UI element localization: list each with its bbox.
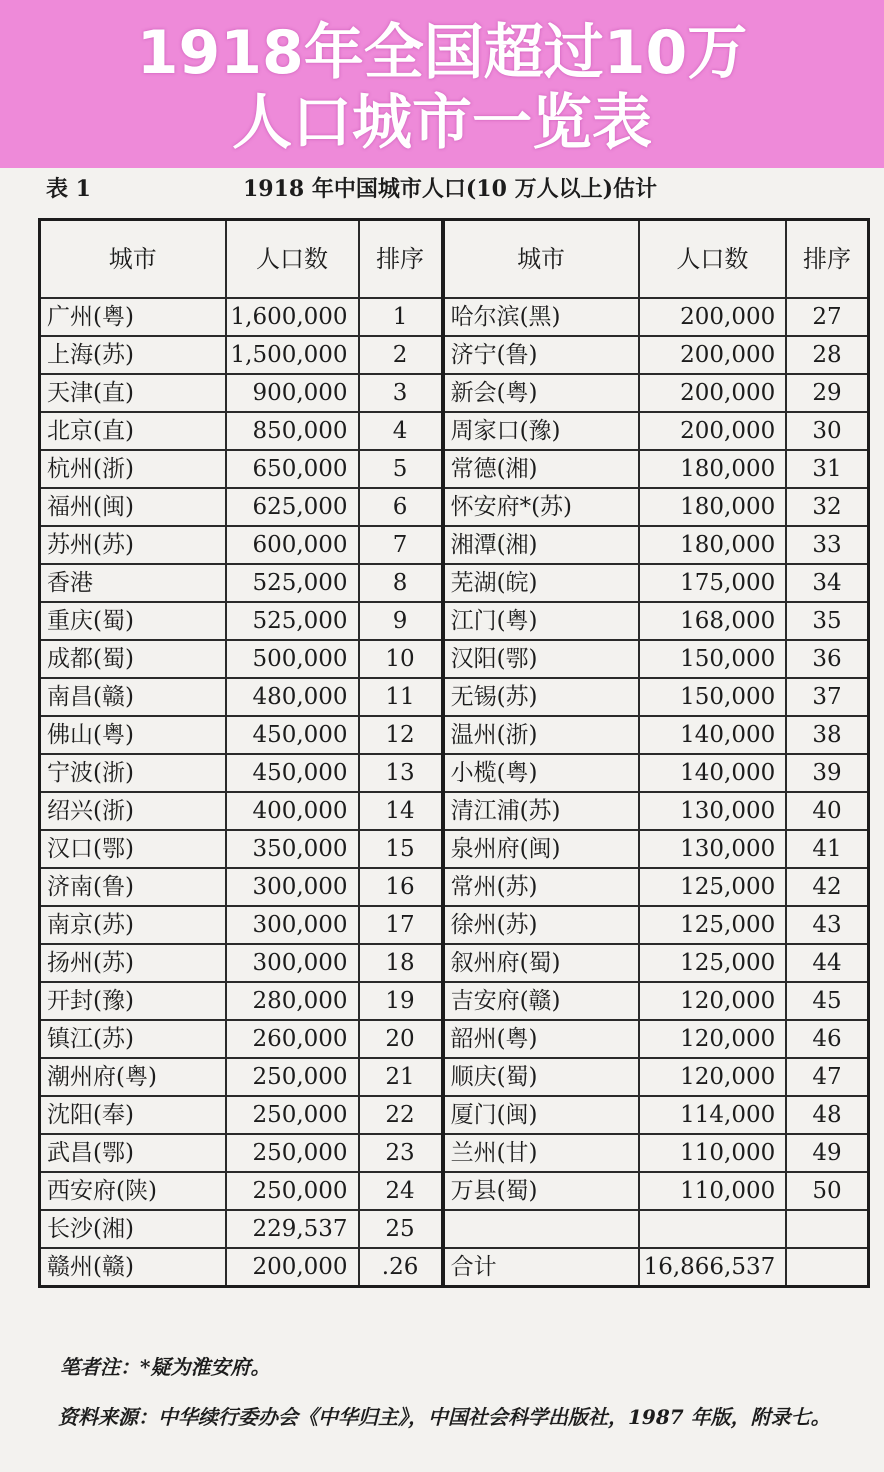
- rank-cell: 50: [786, 1172, 868, 1210]
- rank-cell: 21: [359, 1058, 443, 1096]
- table-row: [40, 412, 869, 450]
- rank-cell: 47: [786, 1058, 868, 1096]
- rank-cell: 39: [786, 754, 868, 792]
- population-cell: 500,000: [226, 640, 359, 678]
- population-cell: 650,000: [226, 450, 359, 488]
- city-cell: 武昌(鄂): [40, 1134, 226, 1172]
- rank-cell: 33: [786, 526, 868, 564]
- rank-cell: 9: [359, 602, 443, 640]
- population-cell: 1,500,000: [226, 336, 359, 374]
- population-cell: 125,000: [639, 868, 787, 906]
- rank-cell: 13: [359, 754, 443, 792]
- population-cell: 200,000: [639, 298, 787, 336]
- city-cell: 新会(粤): [443, 374, 639, 412]
- population-cell: 850,000: [226, 412, 359, 450]
- city-cell: 小榄(粤): [443, 754, 639, 792]
- rank-cell: 11: [359, 678, 443, 716]
- population-cell: 168,000: [639, 602, 787, 640]
- population-cell: 114,000: [639, 1096, 787, 1134]
- rank-cell: 36: [786, 640, 868, 678]
- population-cell: 300,000: [226, 868, 359, 906]
- header-rank: 排序: [786, 220, 868, 298]
- city-cell: 绍兴(浙): [40, 792, 226, 830]
- table-row: [40, 868, 869, 906]
- population-cell: 300,000: [226, 906, 359, 944]
- population-cell: 250,000: [226, 1058, 359, 1096]
- city-cell: 汉口(鄂): [40, 830, 226, 868]
- population-cell: 450,000: [226, 716, 359, 754]
- city-cell: 重庆(蜀): [40, 602, 226, 640]
- rank-cell: 25: [359, 1210, 443, 1248]
- city-cell: 宁波(浙): [40, 754, 226, 792]
- table-row: [40, 1210, 869, 1248]
- table-row: [40, 906, 869, 944]
- population-cell: 260,000: [226, 1020, 359, 1058]
- table-row: [40, 754, 869, 792]
- rank-cell: 31: [786, 450, 868, 488]
- city-cell: 长沙(湘): [40, 1210, 226, 1248]
- rank-cell: 17: [359, 906, 443, 944]
- rank-cell: 49: [786, 1134, 868, 1172]
- header-rank: 排序: [359, 220, 443, 298]
- city-cell: 徐州(苏): [443, 906, 639, 944]
- rank-cell: 45: [786, 982, 868, 1020]
- table-row: [40, 374, 869, 412]
- city-cell: 湘潭(湘): [443, 526, 639, 564]
- rank-cell: 5: [359, 450, 443, 488]
- rank-cell: 1: [359, 298, 443, 336]
- table-row: [40, 944, 869, 982]
- table-row: [40, 298, 869, 336]
- rank-cell: 43: [786, 906, 868, 944]
- population-cell: 250,000: [226, 1134, 359, 1172]
- rank-cell: 19: [359, 982, 443, 1020]
- city-cell: 叙州府(蜀): [443, 944, 639, 982]
- population-cell: 16,866,537: [639, 1248, 787, 1287]
- city-cell: 哈尔滨(黑): [443, 298, 639, 336]
- population-cell: 140,000: [639, 754, 787, 792]
- city-cell: 福州(闽): [40, 488, 226, 526]
- rank-cell: 14: [359, 792, 443, 830]
- city-cell: 常州(苏): [443, 868, 639, 906]
- title-banner: [0, 0, 884, 168]
- population-cell: 150,000: [639, 640, 787, 678]
- city-cell: 潮州府(粤): [40, 1058, 226, 1096]
- population-cell: 525,000: [226, 564, 359, 602]
- rank-cell: 3: [359, 374, 443, 412]
- population-cell: 600,000: [226, 526, 359, 564]
- city-cell: 兰州(甘): [443, 1134, 639, 1172]
- population-cell: 1,600,000: [226, 298, 359, 336]
- population-cell: 140,000: [639, 716, 787, 754]
- rank-cell: 18: [359, 944, 443, 982]
- population-cell: 130,000: [639, 830, 787, 868]
- rank-cell: 7: [359, 526, 443, 564]
- population-cell: 229,537: [226, 1210, 359, 1248]
- city-cell: 厦门(闽): [443, 1096, 639, 1134]
- rank-cell: 30: [786, 412, 868, 450]
- city-cell: 合计: [443, 1248, 639, 1287]
- header-city: 城市: [443, 220, 639, 298]
- city-cell: 成都(蜀): [40, 640, 226, 678]
- table-header-row: [40, 220, 869, 298]
- population-cell: 180,000: [639, 488, 787, 526]
- city-cell: 怀安府*(苏): [443, 488, 639, 526]
- table-row: [40, 982, 869, 1020]
- population-cell: 200,000: [639, 412, 787, 450]
- table-row: [40, 1096, 869, 1134]
- rank-cell: 23: [359, 1134, 443, 1172]
- city-cell: 开封(豫): [40, 982, 226, 1020]
- city-cell: 顺庆(蜀): [443, 1058, 639, 1096]
- city-cell: 周家口(豫): [443, 412, 639, 450]
- population-cell: 250,000: [226, 1096, 359, 1134]
- city-cell: 杭州(浙): [40, 450, 226, 488]
- population-cell: 175,000: [639, 564, 787, 602]
- city-cell: 温州(浙): [443, 716, 639, 754]
- city-cell: 清江浦(苏): [443, 792, 639, 830]
- city-cell: [443, 1210, 639, 1248]
- table-row: [40, 488, 869, 526]
- rank-cell: 15: [359, 830, 443, 868]
- city-cell: 韶州(粤): [443, 1020, 639, 1058]
- table-row: [40, 1020, 869, 1058]
- rank-cell: 12: [359, 716, 443, 754]
- rank-cell: 48: [786, 1096, 868, 1134]
- rank-cell: 2: [359, 336, 443, 374]
- population-cell: 250,000: [226, 1172, 359, 1210]
- city-cell: 沈阳(奉): [40, 1096, 226, 1134]
- header-population: 人口数: [226, 220, 359, 298]
- table-row: [40, 564, 869, 602]
- table-row: [40, 602, 869, 640]
- population-cell: 150,000: [639, 678, 787, 716]
- population-cell: 525,000: [226, 602, 359, 640]
- population-cell: 300,000: [226, 944, 359, 982]
- table-row: [40, 1134, 869, 1172]
- population-cell: 125,000: [639, 944, 787, 982]
- rank-cell: 40: [786, 792, 868, 830]
- city-cell: 济宁(鲁): [443, 336, 639, 374]
- rank-cell: 27: [786, 298, 868, 336]
- rank-cell: 6: [359, 488, 443, 526]
- rank-cell: 44: [786, 944, 868, 982]
- rank-cell: 16: [359, 868, 443, 906]
- population-cell: [639, 1210, 787, 1248]
- population-cell: 200,000: [226, 1248, 359, 1287]
- population-cell: 120,000: [639, 982, 787, 1020]
- rank-cell: 10: [359, 640, 443, 678]
- city-cell: 常德(湘): [443, 450, 639, 488]
- population-cell: 200,000: [639, 336, 787, 374]
- rank-cell: .26: [359, 1248, 443, 1287]
- population-cell: 280,000: [226, 982, 359, 1020]
- header-population: 人口数: [639, 220, 787, 298]
- banner-title-line-2: 人口城市一览表: [232, 88, 652, 158]
- rank-cell: 35: [786, 602, 868, 640]
- rank-cell: 42: [786, 868, 868, 906]
- rank-cell: 38: [786, 716, 868, 754]
- city-cell: 赣州(赣): [40, 1248, 226, 1287]
- city-cell: 汉阳(鄂): [443, 640, 639, 678]
- rank-cell: 32: [786, 488, 868, 526]
- rank-cell: 29: [786, 374, 868, 412]
- population-table: [38, 218, 870, 1288]
- table-label: 表 1: [46, 176, 91, 202]
- population-cell: 900,000: [226, 374, 359, 412]
- city-cell: 南京(苏): [40, 906, 226, 944]
- population-cell: 125,000: [639, 906, 787, 944]
- table-row: [40, 830, 869, 868]
- population-cell: 110,000: [639, 1134, 787, 1172]
- rank-cell: [786, 1248, 868, 1287]
- population-cell: 400,000: [226, 792, 359, 830]
- city-cell: 南昌(赣): [40, 678, 226, 716]
- rank-cell: 34: [786, 564, 868, 602]
- population-cell: 625,000: [226, 488, 359, 526]
- table-row: [40, 1248, 869, 1287]
- rank-cell: 22: [359, 1096, 443, 1134]
- banner-title-line-1: 1918年全国超过10万: [136, 18, 748, 88]
- table-row: [40, 640, 869, 678]
- city-cell: 扬州(苏): [40, 944, 226, 982]
- table-row: [40, 1172, 869, 1210]
- table-row: [40, 792, 869, 830]
- population-cell: 180,000: [639, 450, 787, 488]
- population-cell: 200,000: [639, 374, 787, 412]
- city-cell: 西安府(陕): [40, 1172, 226, 1210]
- table-row: [40, 678, 869, 716]
- population-cell: 450,000: [226, 754, 359, 792]
- table-title: 1918 年中国城市人口(10 万人以上)估计: [243, 176, 657, 202]
- rank-cell: 4: [359, 412, 443, 450]
- population-cell: 120,000: [639, 1020, 787, 1058]
- table-row: [40, 1058, 869, 1096]
- rank-cell: 41: [786, 830, 868, 868]
- city-cell: 芜湖(皖): [443, 564, 639, 602]
- table-row: [40, 450, 869, 488]
- city-cell: 吉安府(赣): [443, 982, 639, 1020]
- population-cell: 480,000: [226, 678, 359, 716]
- city-cell: 镇江(苏): [40, 1020, 226, 1058]
- city-cell: 苏州(苏): [40, 526, 226, 564]
- city-cell: 泉州府(闽): [443, 830, 639, 868]
- table-row: [40, 526, 869, 564]
- table-row: [40, 336, 869, 374]
- city-cell: 北京(直): [40, 412, 226, 450]
- source-note: 资料来源：中华续行委办会《中华归主》，中国社会科学出版社，1987 年版，附录七。: [58, 1405, 831, 1429]
- population-cell: 130,000: [639, 792, 787, 830]
- population-cell: 350,000: [226, 830, 359, 868]
- rank-cell: [786, 1210, 868, 1248]
- city-cell: 香港: [40, 564, 226, 602]
- header-city: 城市: [40, 220, 226, 298]
- author-note: 笔者注：*疑为淮安府。: [60, 1355, 271, 1379]
- city-cell: 无锡(苏): [443, 678, 639, 716]
- city-cell: 上海(苏): [40, 336, 226, 374]
- rank-cell: 20: [359, 1020, 443, 1058]
- population-cell: 120,000: [639, 1058, 787, 1096]
- rank-cell: 24: [359, 1172, 443, 1210]
- city-cell: 江门(粤): [443, 602, 639, 640]
- rank-cell: 46: [786, 1020, 868, 1058]
- rank-cell: 37: [786, 678, 868, 716]
- city-cell: 天津(直): [40, 374, 226, 412]
- city-cell: 万县(蜀): [443, 1172, 639, 1210]
- population-cell: 110,000: [639, 1172, 787, 1210]
- city-cell: 佛山(粤): [40, 716, 226, 754]
- rank-cell: 8: [359, 564, 443, 602]
- rank-cell: 28: [786, 336, 868, 374]
- population-cell: 180,000: [639, 526, 787, 564]
- table-row: [40, 716, 869, 754]
- city-cell: 广州(粤): [40, 298, 226, 336]
- city-cell: 济南(鲁): [40, 868, 226, 906]
